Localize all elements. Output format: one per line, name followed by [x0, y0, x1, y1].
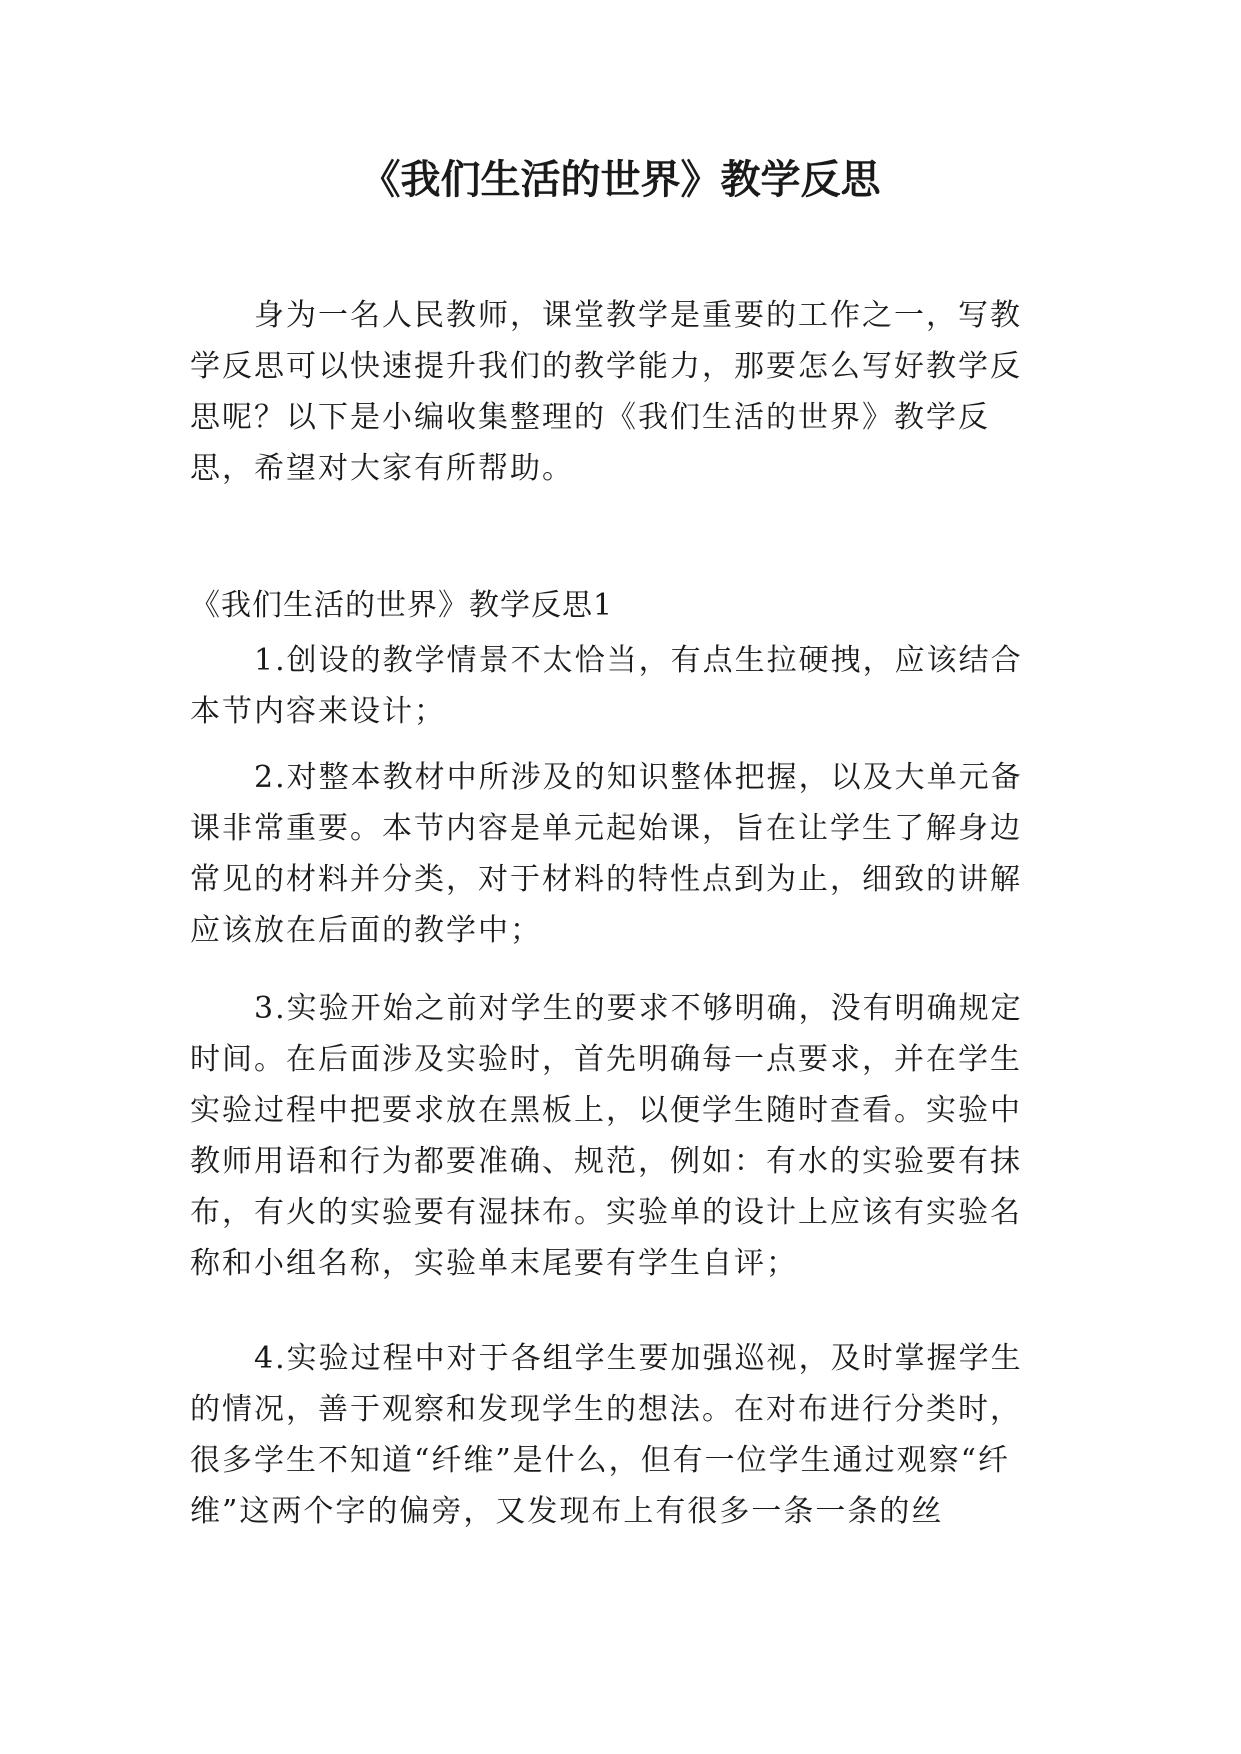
document-title: 《我们生活的世界》教学反思	[360, 156, 881, 203]
paragraph-1: 1.创设的教学情景不太恰当，有点生拉硬拽，应该结合本节内容来设计；	[190, 643, 1023, 729]
paragraph-2: 2.对整本教材中所涉及的知识整体把握，以及大单元备课非常重要。本节内容是单元起始课，旨在让学生了解身边常见的材料并分类，对于材料的特性点到为止，细致的讲解应该放在后面的教学中；	[190, 760, 1023, 948]
paragraph-3: 3.实验开始之前对学生的要求不够明确，没有明确规定时间。在后面涉及实验时，首先明确每一点要求，并在学生实验过程中把要求放在黑板上，以便学生随时查看。实验中教师用语和行为都要准确、规范，例如：有水的实验要有抹布，有火的实验要有湿抹布。实验单的设计上应该有实验名称和小组名称，实验单末尾要有学生自评；	[190, 991, 1023, 1281]
section-heading: 《我们生活的世界》教学反思1	[190, 588, 614, 623]
paragraph-4: 4.实验过程中对于各组学生要加强巡视，及时掌握学生的情况，善于观察和发现学生的想法。在对布进行分类时，很多学生不知道“纤维”是什么，但有一位学生通过观察“纤维”这两个字的偏旁，又发现布上有很多一条一条的丝	[190, 1341, 1023, 1529]
intro-paragraph: 身为一名人民教师，课堂教学是重要的工作之一，写教学反思可以快速提升我们的教学能力，那要怎么写好教学反思呢？以下是小编收集整理的《我们生活的世界》教学反思，希望对大家有所帮助。	[190, 298, 1022, 486]
